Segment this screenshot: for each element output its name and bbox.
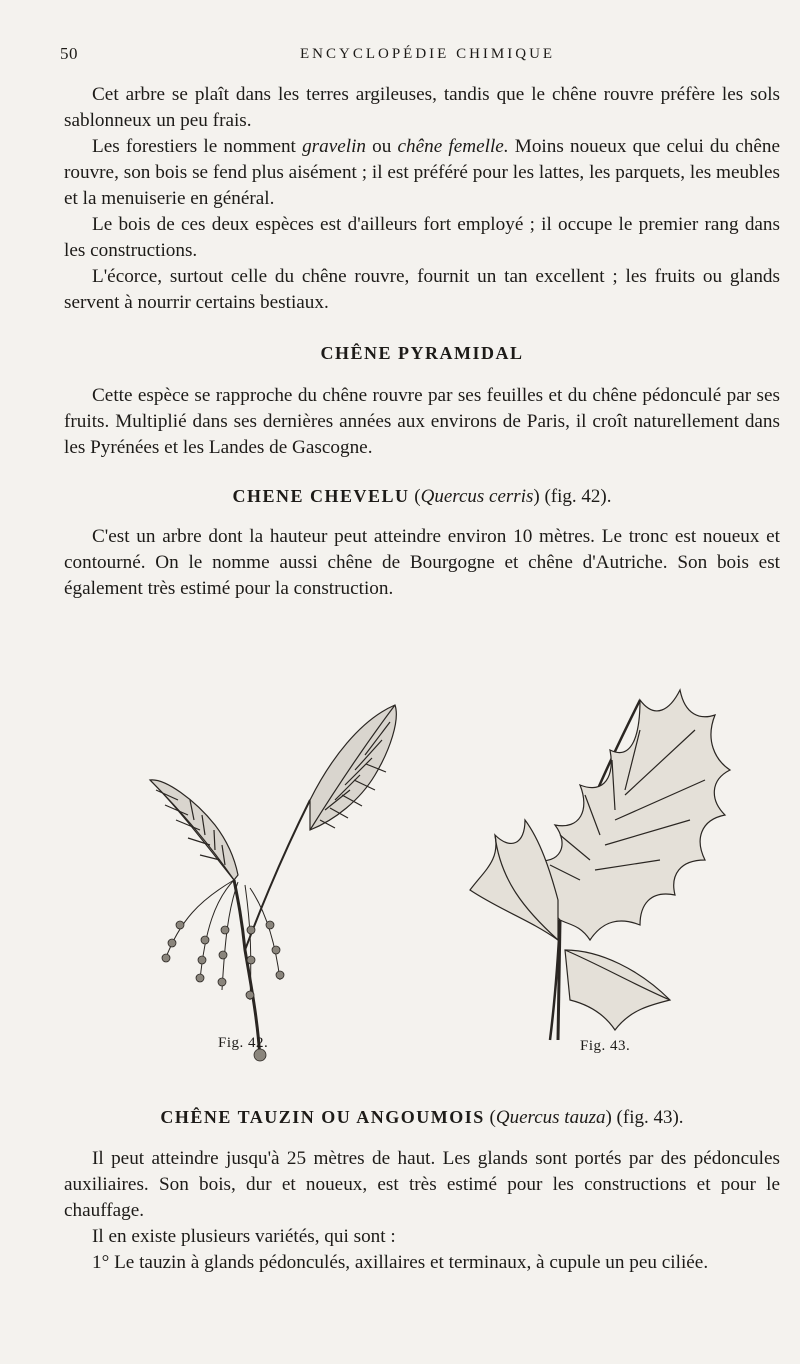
pyramidal-section (64, 383, 780, 461)
fig42-caption: Fig. 42. (218, 1035, 269, 1051)
heading-title: CHÊNE PYRAMIDAL (320, 343, 524, 363)
fig43-illustration (440, 620, 770, 1050)
chevelu-section (64, 524, 780, 602)
paragraph: 1° Le tauzin à glands pédonculés, axillaires et terminaux, à cupule un peu ciliée. (92, 1252, 709, 1273)
section-heading-chevelu (64, 483, 780, 510)
text-run: Moins noueux que celui du chêne rouvre, son bois se fend plus aisément ; il est préféré pour les lattes, les parquets, les meubles et la menuiserie en général. (64, 136, 781, 209)
paragraph: Il en existe plusieurs variétés, qui sont : (92, 1226, 396, 1247)
fig42-illustration (110, 660, 410, 1080)
heading-title: CHENE CHEVELU (232, 486, 410, 506)
paragraph: C'est un arbre dont la hauteur peut atteindre environ 10 mètres. Le tronc est noueux et contourné. On le nomme aussi chêne de Bourgogne et chêne d'Autriche. Son bois est également très estimé pour la construction. (64, 526, 780, 599)
italic-term: gravelin (302, 136, 367, 157)
latin-name: Quercus tauza (495, 1107, 606, 1128)
text-run: Les forestiers le nomment (92, 136, 303, 157)
figures-area (90, 620, 770, 1060)
text-run: ou (366, 136, 398, 157)
section-heading-pyramidal (64, 340, 780, 367)
paragraph: Cet arbre se plaît dans les terres argileuses, tandis que le chêne rouvre préfère les sols sablonneux un peu frais. (64, 84, 780, 131)
paragraph: Il peut atteindre jusqu'à 25 mètres de haut. Les glands sont portés par des pédoncules auxiliaires. Son bois, dur et noueux, est très estimé pour les constructions et pour le chauffage. (64, 1148, 780, 1221)
intro-section (64, 82, 780, 316)
paragraph: L'écorce, surtout celle du chêne rouvre, fournit un tan excellent ; les fruits ou glands servent à nourrir certains bestiaux. (64, 266, 780, 313)
heading-title: CHÊNE TAUZIN OU ANGOUMOIS (160, 1107, 485, 1127)
tauzin-section (64, 1146, 780, 1276)
running-title: ENCYCLOPÉDIE CHIMIQUE (300, 46, 556, 62)
italic-term: chêne femelle. (397, 136, 509, 157)
paragraph: Le bois de ces deux espèces est d'ailleurs fort employé ; il occupe le premier rang dans les constructions. (64, 214, 780, 261)
paragraph (64, 134, 780, 212)
figure-ref: (fig. 42). (544, 486, 612, 507)
latin-name: Quercus cerris (420, 486, 534, 507)
figure-ref: (fig. 43). (616, 1107, 684, 1128)
heading-note: (Quercus cerris) (fig. 42). (414, 486, 612, 507)
heading-note: (Quercus tauza) (fig. 43). (489, 1107, 684, 1128)
paragraph: Cette espèce se rapproche du chêne rouvre par ses feuilles et du chêne pédonculé par ses fruits. Multiplié dans ses dernières années aux environs de Paris, il croît naturellement dans les Pyrénées et les Landes de Gascogne. (64, 385, 780, 458)
running-head (0, 44, 800, 68)
fig43-caption: Fig. 43. (580, 1038, 631, 1054)
section-heading-tauzin (64, 1104, 780, 1131)
page-number: 50 (60, 44, 78, 63)
